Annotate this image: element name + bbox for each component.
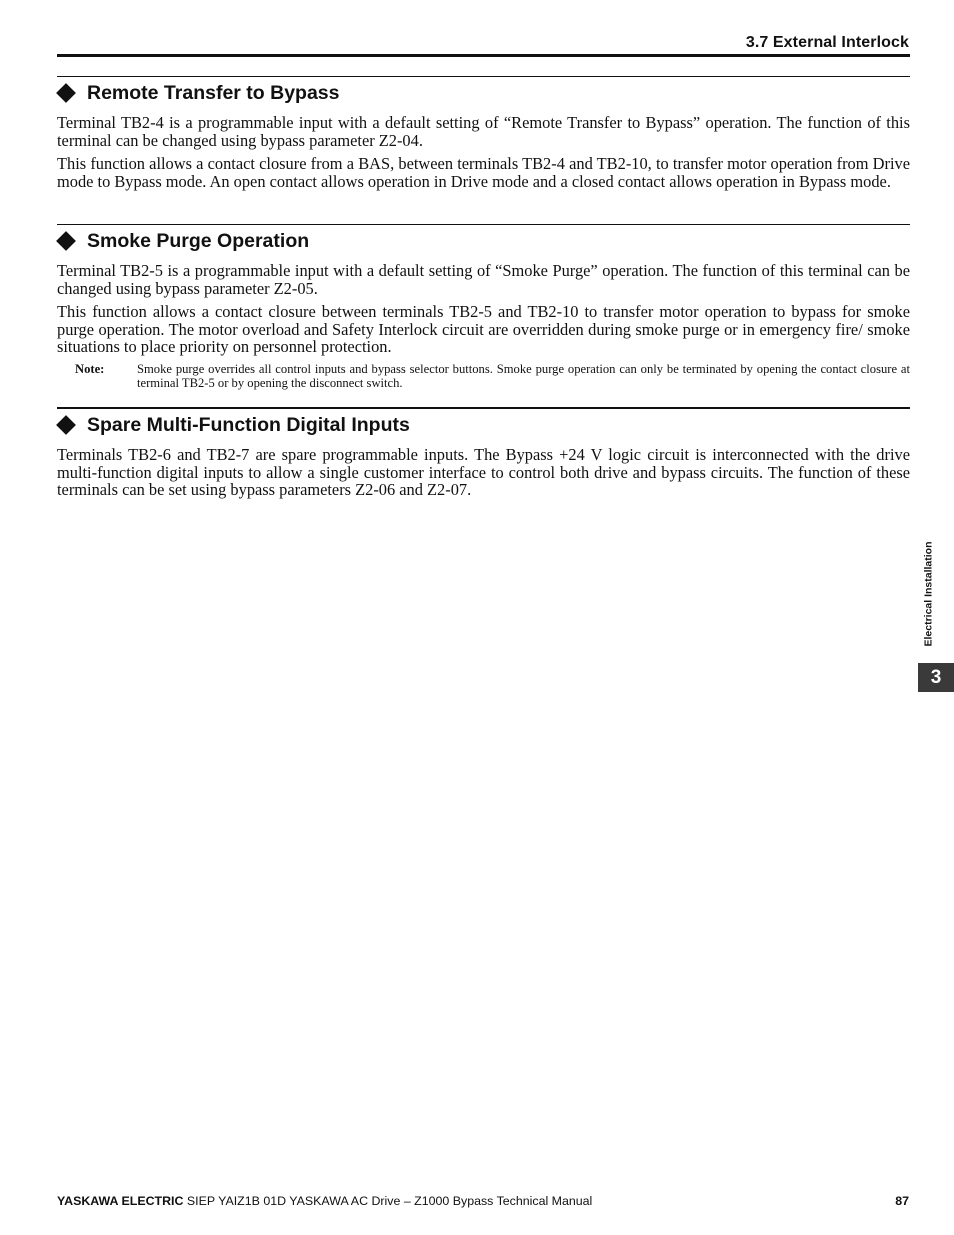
section-divider <box>57 407 910 409</box>
diamond-bullet-icon <box>56 415 76 435</box>
section-smoke-purge <box>57 224 910 390</box>
section-heading-text: Smoke Purge Operation <box>87 229 310 252</box>
section-heading <box>57 81 910 105</box>
section-remote-transfer <box>57 76 910 190</box>
section-heading <box>57 229 910 253</box>
note-text: Smoke purge overrides all control inputs and bypass selector buttons. Smoke purge operation can only be terminated by opening the contact closure at terminal TB2-5 or by opening the disconnect switch. <box>137 361 910 390</box>
footer-document-title: SIEP YAIZ1B 01D YASKAWA AC Drive – Z1000 Bypass Technical Manual <box>183 1194 593 1208</box>
body-paragraph: Terminal TB2-5 is a programmable input with a default setting of “Smoke Purge” operation. The function of this terminal can be changed using bypass parameter Z2-05. <box>57 261 910 298</box>
body-paragraph: Terminal TB2-4 is a programmable input with a default setting of “Remote Transfer to Bypass” operation. The function of this terminal can be changed using bypass parameter Z2-04. <box>57 113 910 150</box>
chapter-side-label-text: Electrical Installation <box>923 540 936 647</box>
running-header-title: 3.7 External Interlock <box>745 34 909 51</box>
header-rule <box>57 54 910 57</box>
note-label: Note: <box>75 361 105 376</box>
page-footer <box>57 1194 592 1208</box>
section-spare-inputs <box>57 407 910 499</box>
section-heading-text: Remote Transfer to Bypass <box>87 81 340 104</box>
page-number: 87 <box>895 1194 909 1208</box>
body-paragraph: This function allows a contact closure between terminals TB2-5 and TB2-10 to transfer motor operation to bypass for smoke purge operation. The motor overload and Safety Interlock circuit are overridden during smoke purge or in emergency fire/ smoke situations to place priority on personnel protection. <box>57 302 910 356</box>
note-block <box>57 362 910 390</box>
body-paragraph: This function allows a contact closure from a BAS, between terminals TB2-4 and TB2-10, to transfer motor operation from Drive mode to Bypass mode. An open contact allows operation in Drive mode and a closed contact allows operation in Bypass mode. <box>57 154 910 191</box>
diamond-bullet-icon <box>56 83 76 103</box>
body-paragraph: Terminals TB2-6 and TB2-7 are spare programmable inputs. The Bypass +24 V logic circuit is interconnected with the drive multi-function digital inputs to allow a single customer interface to control both drive and bypass circuits. The function of these terminals can be set using bypass parameters Z2-06 and Z2-07. <box>57 445 910 499</box>
section-divider <box>57 76 910 77</box>
section-heading-text: Spare Multi-Function Digital Inputs <box>87 413 410 436</box>
diamond-bullet-icon <box>56 231 76 251</box>
chapter-side-label <box>920 535 938 652</box>
chapter-number-tab: 3 <box>918 663 954 692</box>
section-divider <box>57 224 910 225</box>
section-heading <box>57 413 910 437</box>
footer-brand: YASKAWA ELECTRIC <box>57 1194 184 1208</box>
